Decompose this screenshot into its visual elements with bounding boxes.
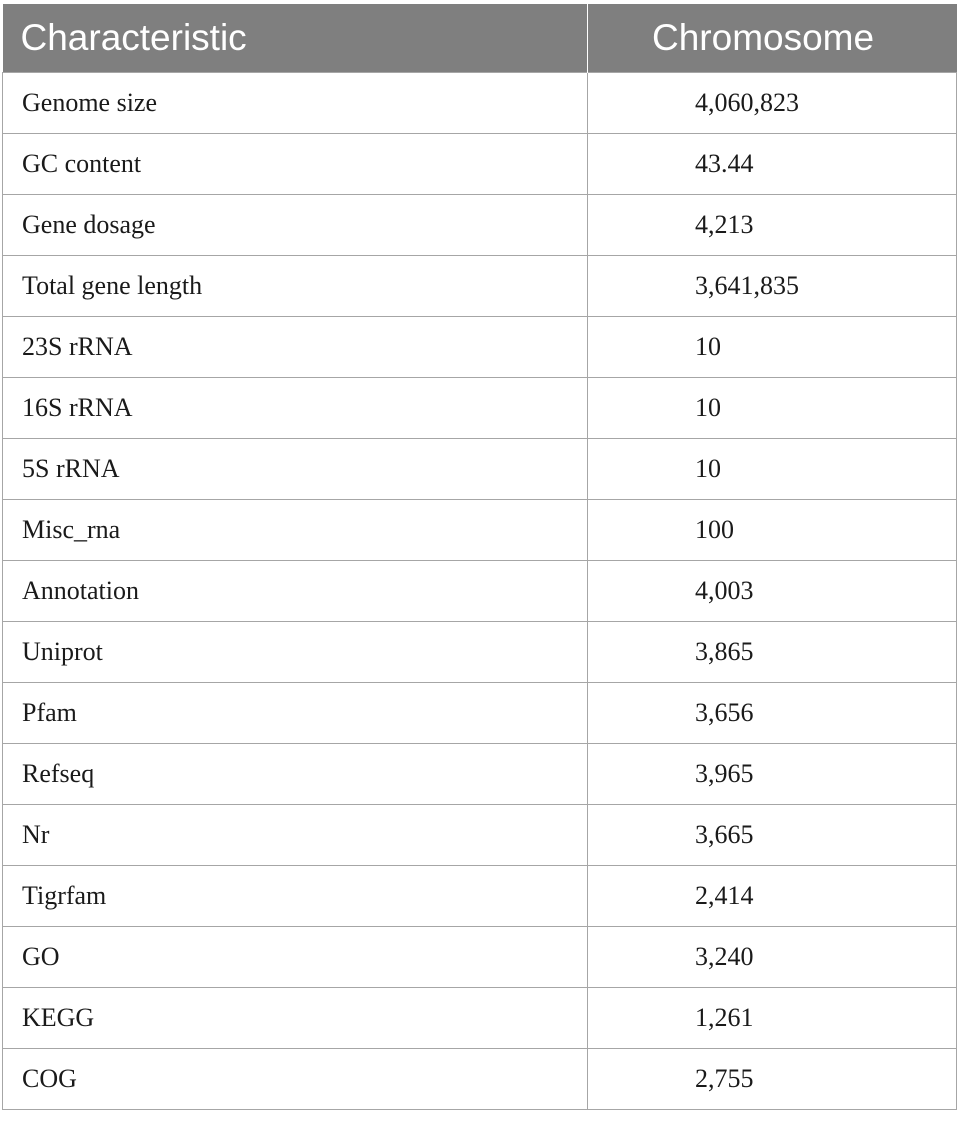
characteristic-cell: 23S rRNA <box>3 317 588 378</box>
chromosome-value-cell: 2,414 <box>588 866 957 927</box>
characteristic-cell: Gene dosage <box>3 195 588 256</box>
table-row <box>3 866 957 927</box>
characteristic-cell: Total gene length <box>3 256 588 317</box>
characteristic-cell: Genome size <box>3 73 588 134</box>
characteristic-cell: COG <box>3 1049 588 1110</box>
table-row <box>3 988 957 1049</box>
table-row <box>3 927 957 988</box>
table-row <box>3 317 957 378</box>
chromosome-value-cell: 100 <box>588 500 957 561</box>
chromosome-value-cell: 43.44 <box>588 134 957 195</box>
chromosome-value-cell: 4,060,823 <box>588 73 957 134</box>
chromosome-value-cell: 10 <box>588 378 957 439</box>
genome-characteristics-table-wrapper <box>2 4 956 1110</box>
characteristic-cell: Nr <box>3 805 588 866</box>
characteristic-cell: Misc_rna <box>3 500 588 561</box>
table-row <box>3 805 957 866</box>
header-chromosome: Chromosome <box>588 4 957 73</box>
table-row <box>3 500 957 561</box>
chromosome-value-cell: 4,003 <box>588 561 957 622</box>
characteristic-cell: KEGG <box>3 988 588 1049</box>
table-body <box>3 73 957 1110</box>
chromosome-value-cell: 4,213 <box>588 195 957 256</box>
table-row <box>3 561 957 622</box>
chromosome-value-cell: 10 <box>588 439 957 500</box>
chromosome-value-cell: 3,865 <box>588 622 957 683</box>
chromosome-value-cell: 3,656 <box>588 683 957 744</box>
table-header <box>3 4 957 73</box>
table-row <box>3 1049 957 1110</box>
table-row <box>3 73 957 134</box>
chromosome-value-cell: 3,641,835 <box>588 256 957 317</box>
characteristic-cell: Pfam <box>3 683 588 744</box>
header-row <box>3 4 957 73</box>
chromosome-value-cell: 3,665 <box>588 805 957 866</box>
characteristic-cell: Uniprot <box>3 622 588 683</box>
table-row <box>3 195 957 256</box>
table-row <box>3 378 957 439</box>
characteristic-cell: 5S rRNA <box>3 439 588 500</box>
header-characteristic: Characteristic <box>3 4 588 73</box>
characteristic-cell: Tigrfam <box>3 866 588 927</box>
table-row <box>3 683 957 744</box>
characteristic-cell: Annotation <box>3 561 588 622</box>
table-row <box>3 439 957 500</box>
characteristic-cell: GO <box>3 927 588 988</box>
table-row <box>3 256 957 317</box>
chromosome-value-cell: 2,755 <box>588 1049 957 1110</box>
table-row <box>3 134 957 195</box>
chromosome-value-cell: 3,965 <box>588 744 957 805</box>
chromosome-value-cell: 10 <box>588 317 957 378</box>
table-row <box>3 744 957 805</box>
characteristic-cell: 16S rRNA <box>3 378 588 439</box>
characteristic-cell: Refseq <box>3 744 588 805</box>
chromosome-value-cell: 3,240 <box>588 927 957 988</box>
genome-characteristics-table <box>2 4 957 1110</box>
chromosome-value-cell: 1,261 <box>588 988 957 1049</box>
characteristic-cell: GC content <box>3 134 588 195</box>
table-row <box>3 622 957 683</box>
